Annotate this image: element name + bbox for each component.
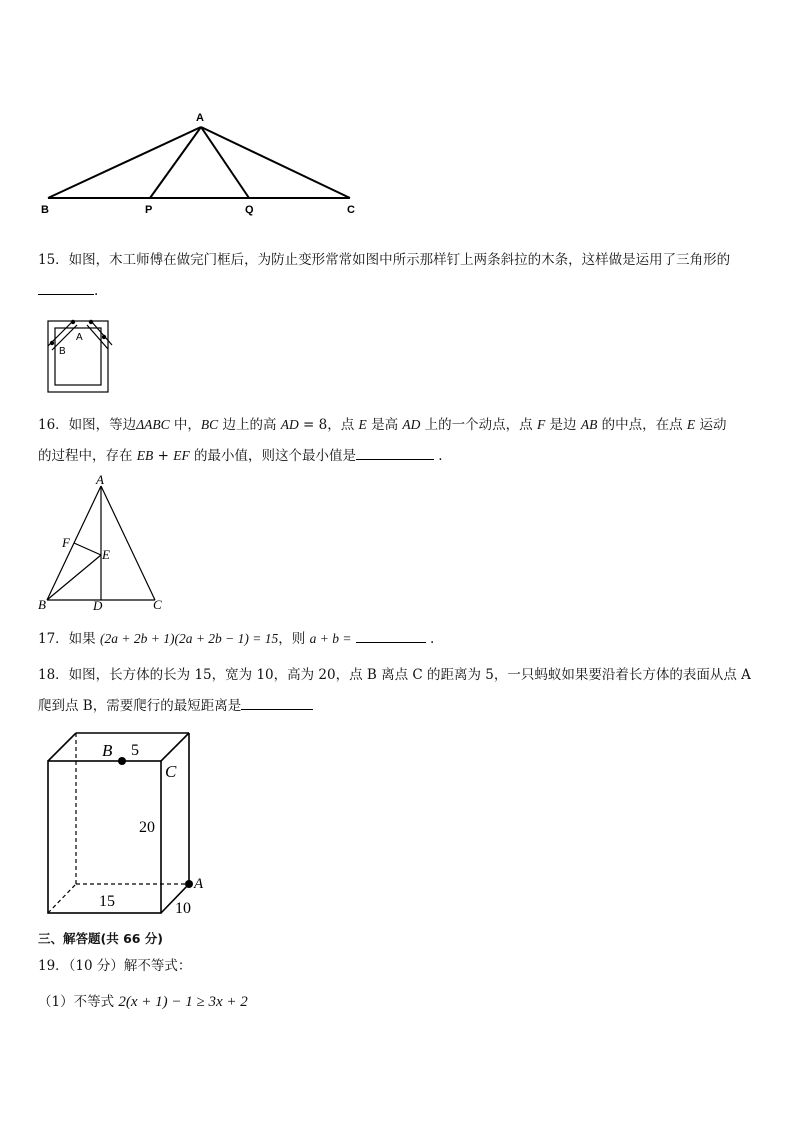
label-c: C (347, 204, 355, 216)
label-b: B (41, 204, 49, 216)
question-18-line2: 爬到点 B，需要爬行的最短距离是 (38, 697, 313, 715)
question-15-text: 15．如图，木工师傅在做完门框后，为防止变形常常如图中所示那样钉上两条斜拉的木条，这样做是运用了三角形的 (38, 252, 731, 268)
tri-label-d: D (93, 598, 103, 613)
cuboid-label-c: C (165, 762, 177, 781)
label-q: Q (245, 204, 254, 216)
tri-label-e: E (102, 547, 110, 562)
cuboid-label-a: A (194, 876, 204, 892)
question-16-line2: 的过程中，存在 EB + EF 的最小值，则这个最小值是 . (38, 448, 443, 464)
question-19-part1: （1）不等式 2(x + 1) − 1 ≥ 3x + 2 (38, 994, 248, 1010)
tri-label-f: F (62, 535, 70, 550)
question-17: 17．如果 (2a + 2b + 1)(2a + 2b − 1) = 15，则 a + b = . (38, 631, 435, 647)
door-label-a: A (76, 332, 83, 343)
cuboid-label-5: 5 (131, 742, 139, 759)
tri-label-c: C (153, 597, 162, 612)
question-15-answer: . (38, 282, 98, 300)
section-heading: 三、解答题(共 66 分) (38, 931, 164, 946)
cuboid-label-15: 15 (99, 893, 115, 910)
label-p: P (145, 204, 153, 216)
question-16-line1: 16．如图，等边ΔABC 中，BC 边上的高 AD = 8，点 E 是高 AD 上的一个动点，点 F 是边 AB 的中点，在点 E 运动 (38, 417, 727, 433)
question-18-line1: 18．如图，长方体的长为 15，宽为 10，高为 20，点 B 离点 C 的距离为 5，一只蚂蚁如果要沿着长方体的表面从点 A (38, 667, 751, 683)
cuboid-label-10: 10 (175, 900, 191, 917)
tri-label-b: B (38, 597, 46, 612)
cuboid-label-20: 20 (139, 819, 155, 836)
tri-label-a: A (96, 472, 104, 487)
cuboid-label-b: B (102, 741, 113, 760)
question-19-title: 19．（10 分）解不等式： (38, 958, 192, 974)
door-label-b: B (59, 346, 66, 357)
label-a: A (196, 112, 204, 124)
